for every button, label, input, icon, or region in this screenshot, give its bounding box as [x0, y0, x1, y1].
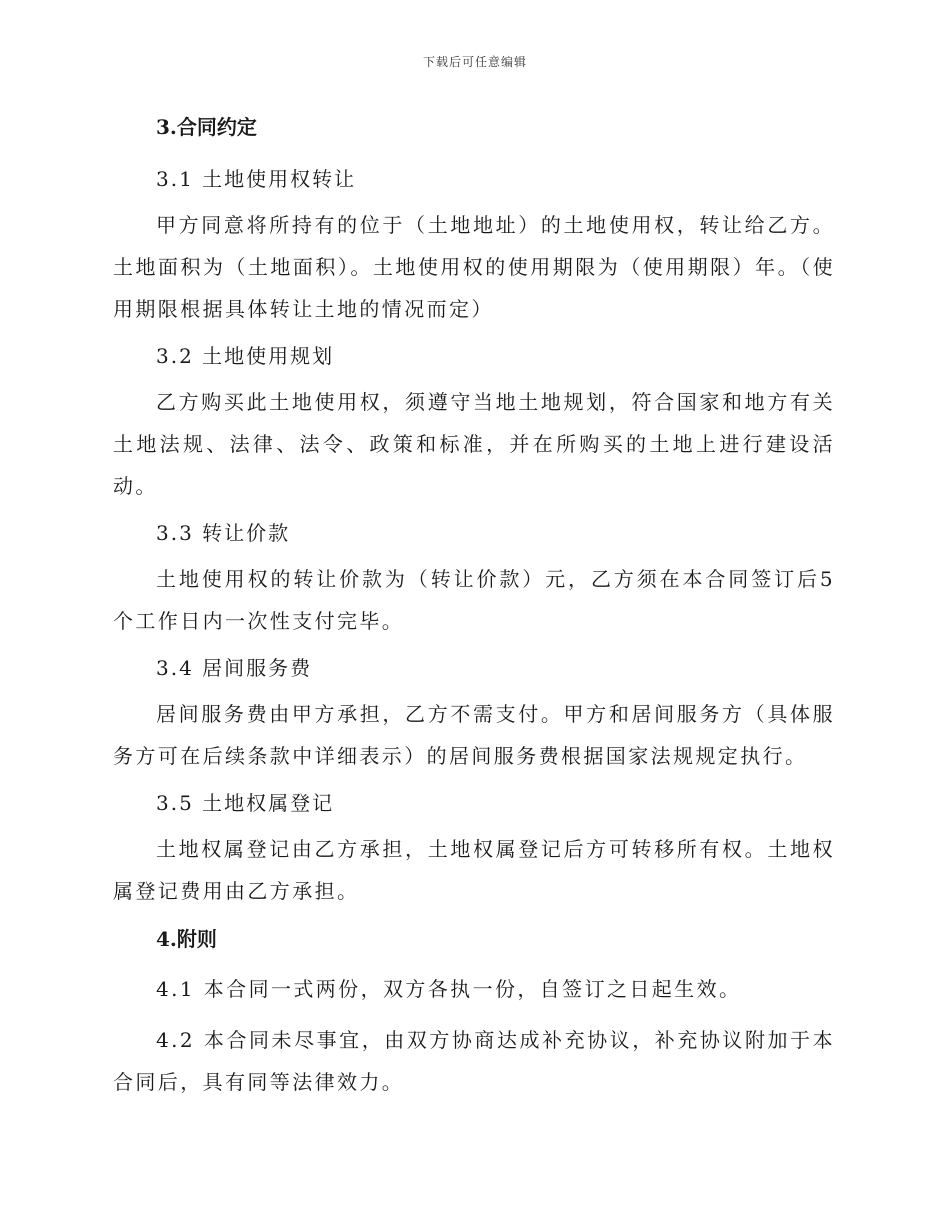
clause-title: 3.2 土地使用规划	[156, 344, 335, 368]
clause-text: 乙方购买此土地使用权，须遵守当地土地规划，符合国家和地方有关土地法规、法律、法令、政策和标准，并在所购买的土地上进行建设活动。	[113, 390, 835, 498]
clause-text: 4.2 本合同未尽事宜，由双方协商达成补充协议，补充协议附加于本合同后，具有同等法律效力。	[113, 1028, 835, 1094]
clause-text: 甲方同意将所持有的位于（土地地址）的土地使用权，转让给乙方。土地面积为（土地面积）。土地使用权的使用期限为（使用期限）年。（使用期限根据具体转让土地的情况而定）	[113, 213, 835, 321]
clause-title: 3.5 土地权属登记	[156, 791, 335, 815]
section-heading: 3.合同约定	[156, 115, 257, 139]
clause-text: 土地使用权的转让价款为（转让价款）元，乙方须在本合同签订后5个工作日内一次性支付完毕。	[113, 567, 835, 633]
section-supplementary-provisions	[113, 922, 835, 1103]
clause-text: 土地权属登记由乙方承担，土地权属登记后方可转移所有权。土地权属登记费用由乙方承担。	[113, 837, 835, 903]
clause-text: 4.1 本合同一式两份，双方各执一份，自签订之日起生效。	[156, 977, 742, 1001]
section-contract-terms	[113, 110, 835, 912]
clause-title: 3.3 转让价款	[156, 521, 291, 545]
header-note: 下载后可任意编辑	[422, 55, 527, 69]
clause-title: 3.4 居间服务费	[156, 656, 313, 680]
clause-title: 3.1 土地使用权转让	[156, 167, 357, 191]
document-body	[113, 110, 835, 1103]
section-heading: 4.附则	[156, 927, 217, 951]
clause-text: 居间服务费由甲方承担，乙方不需支付。甲方和居间服务方（具体服务方可在后续条款中详细表示）的居间服务费根据国家法规规定执行。	[113, 702, 835, 768]
